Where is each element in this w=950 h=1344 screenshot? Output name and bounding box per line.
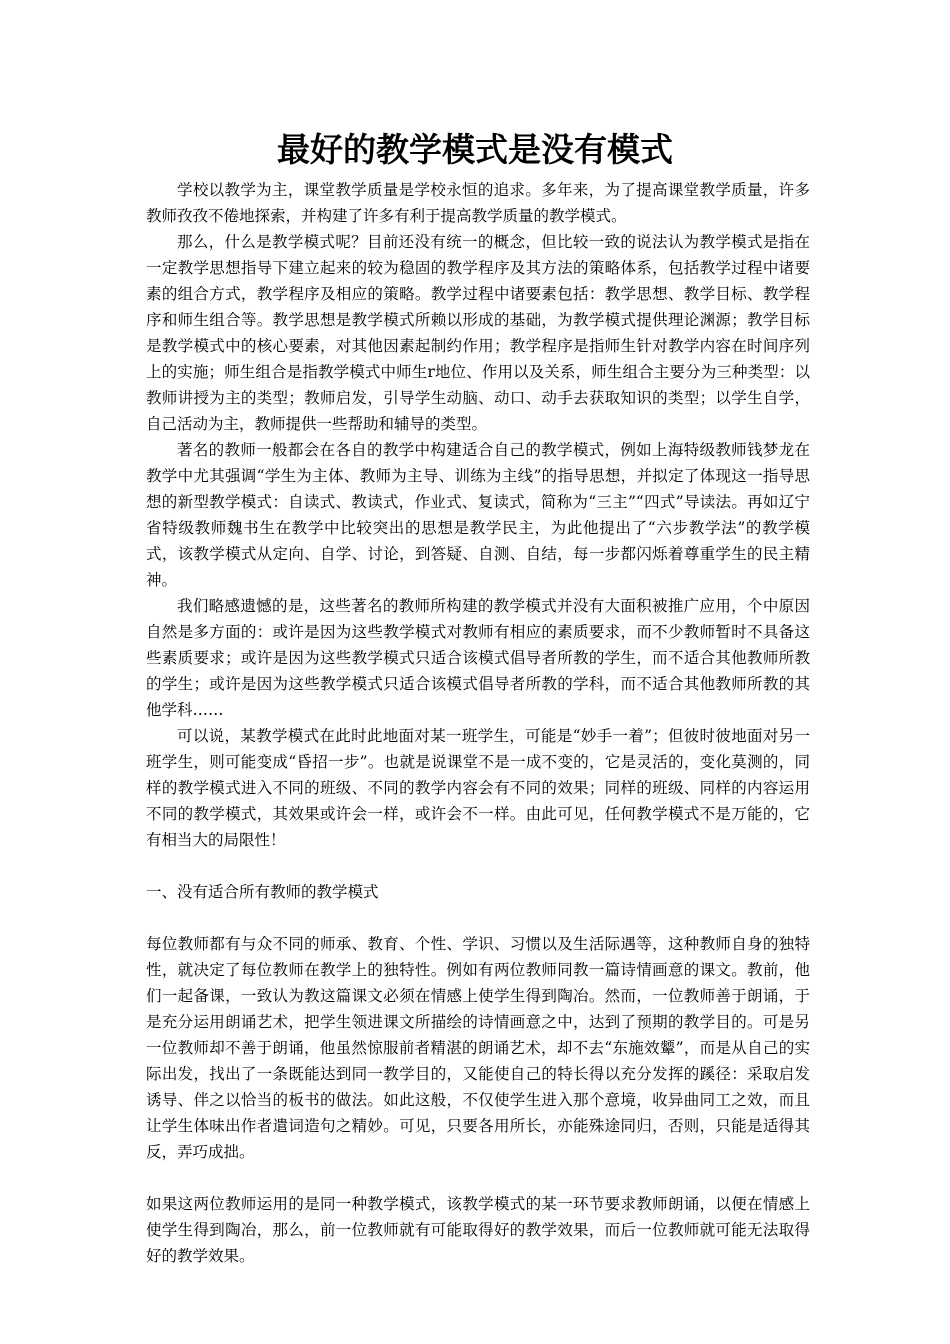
- paragraph: 如果这两位教师运用的是同一种教学模式，该教学模式的某一环节要求教师朗诵，以便在情感上使学生得到陶冶，那么，前一位教师就有可能取得好的教学效果，而后一位教师就可能无法取得好的教学效果。: [146, 1195, 810, 1265]
- document-body: [146, 177, 810, 1269]
- section-heading: 一、没有适合所有教师的教学模式: [146, 883, 379, 901]
- paragraph: 著名的教师一般都会在各自的教学中构建适合自己的教学模式，例如上海特级教师钱梦龙在教学中尤其强调“学生为主体、教师为主导、训练为主线”的指导思想，并拟定了体现这一指导思想的新型教学模式：自读式、教读式，作业式、复读式，简称为“三主”“四式”导读法。再如辽宁省特级教师魏书生在教学中比较突出的思想是教学民主，为此他提出了“六步教学法”的教学模式，该教学模式从定向、自学、讨论，到答疑、自测、自结，每一步都闪烁着尊重学生的民主精神。: [146, 441, 810, 589]
- spacer: [146, 853, 810, 879]
- spacer: [146, 1165, 810, 1191]
- paragraph: 可以说，某教学模式在此时此地面对某一班学生，可能是“妙手一着”；但彼时彼地面对另一班学生，则可能变成“昏招一步”。也就是说课堂不是一成不变的，它是灵活的，变化莫测的，同样的教学模式进入不同的班级、不同的教学内容会有不同的效果；同样的班级、同样的内容运用不同的教学模式，其效果或许会一样，或许会不一样。由此可见，任何教学模式不是万能的，它有相当大的局限性！: [146, 727, 810, 849]
- paragraph: 那么，什么是教学模式呢？目前还没有统一的概念，但比较一致的说法认为教学模式是指在一定教学思想指导下建立起来的较为稳固的教学程序及其方法的策略体系，包括教学过程中诸要素的组合方式，教学程序及相应的策略。教学过程中诸要素包括：教学思想、教学目标、教学程序和师生组合等。教学思想是教学模式所赖以形成的基础，为教学模式提供理论渊源；教学目标是教学模式中的核心要素，对其他因素起制约作用；教学程序是指师生针对教学内容在时间序列上的实施；师生组合是指教学模式中师生r地位、作用以及关系，师生组合主要分为三种类型：以教师讲授为主的类型；教师启发，引导学生动脑、动口、动手去获取知识的类型；以学生自学，自己活动为主，教师提供一些帮助和辅导的类型。: [146, 233, 810, 433]
- paragraph: 我们略感遗憾的是，这些著名的教师所构建的教学模式并没有大面积被推广应用，个中原因自然是多方面的：或许是因为这些教学模式对教师有相应的素质要求，而不少教师暂时不具备这些素质要求；或许是因为这些教学模式只适合该模式倡导者所教的学生，而不适合其他教师所教的学生；或许是因为这些教学模式只适合该模式倡导者所教的学科，而不适合其他教师所教的其他学科……: [146, 597, 810, 719]
- paragraph: 每位教师都有与众不同的师承、教育、个性、学识、习惯以及生活际遇等，这种教师自身的独特性，就决定了每位教师在教学上的独特性。例如有两位教师同教一篇诗情画意的课文。教前，他们一起备课，一致认为教这篇课文必须在情感上使学生得到陶冶。然而，一位教师善于朗诵，于是充分运用朗诵艺术，把学生领进课文所描绘的诗情画意之中，达到了预期的教学目的。可是另一位教师却不善于朗诵，他虽然惊服前者精湛的朗诵艺术，却不去“东施效颦”，而是从自己的实际出发，找出了一条既能达到同一教学目的，又能使自己的特长得以充分发挥的蹊径：采取启发诱导、伴之以恰当的板书的做法。如此这般，不仅使学生进入那个意境，收异曲同工之效，而且让学生体味出作者遣词造句之精妙。可见，只要各用所长，亦能殊途同归，否则，只能是适得其反，弄巧成拙。: [146, 935, 810, 1161]
- page-title: 最好的教学模式是没有模式: [277, 130, 673, 169]
- paragraph: 学校以教学为主，课堂教学质量是学校永恒的追求。多年来，为了提高课堂教学质量，许多教师孜孜不倦地探索，并构建了许多有利于提高教学质量的教学模式。: [146, 181, 810, 225]
- spacer: [146, 905, 810, 931]
